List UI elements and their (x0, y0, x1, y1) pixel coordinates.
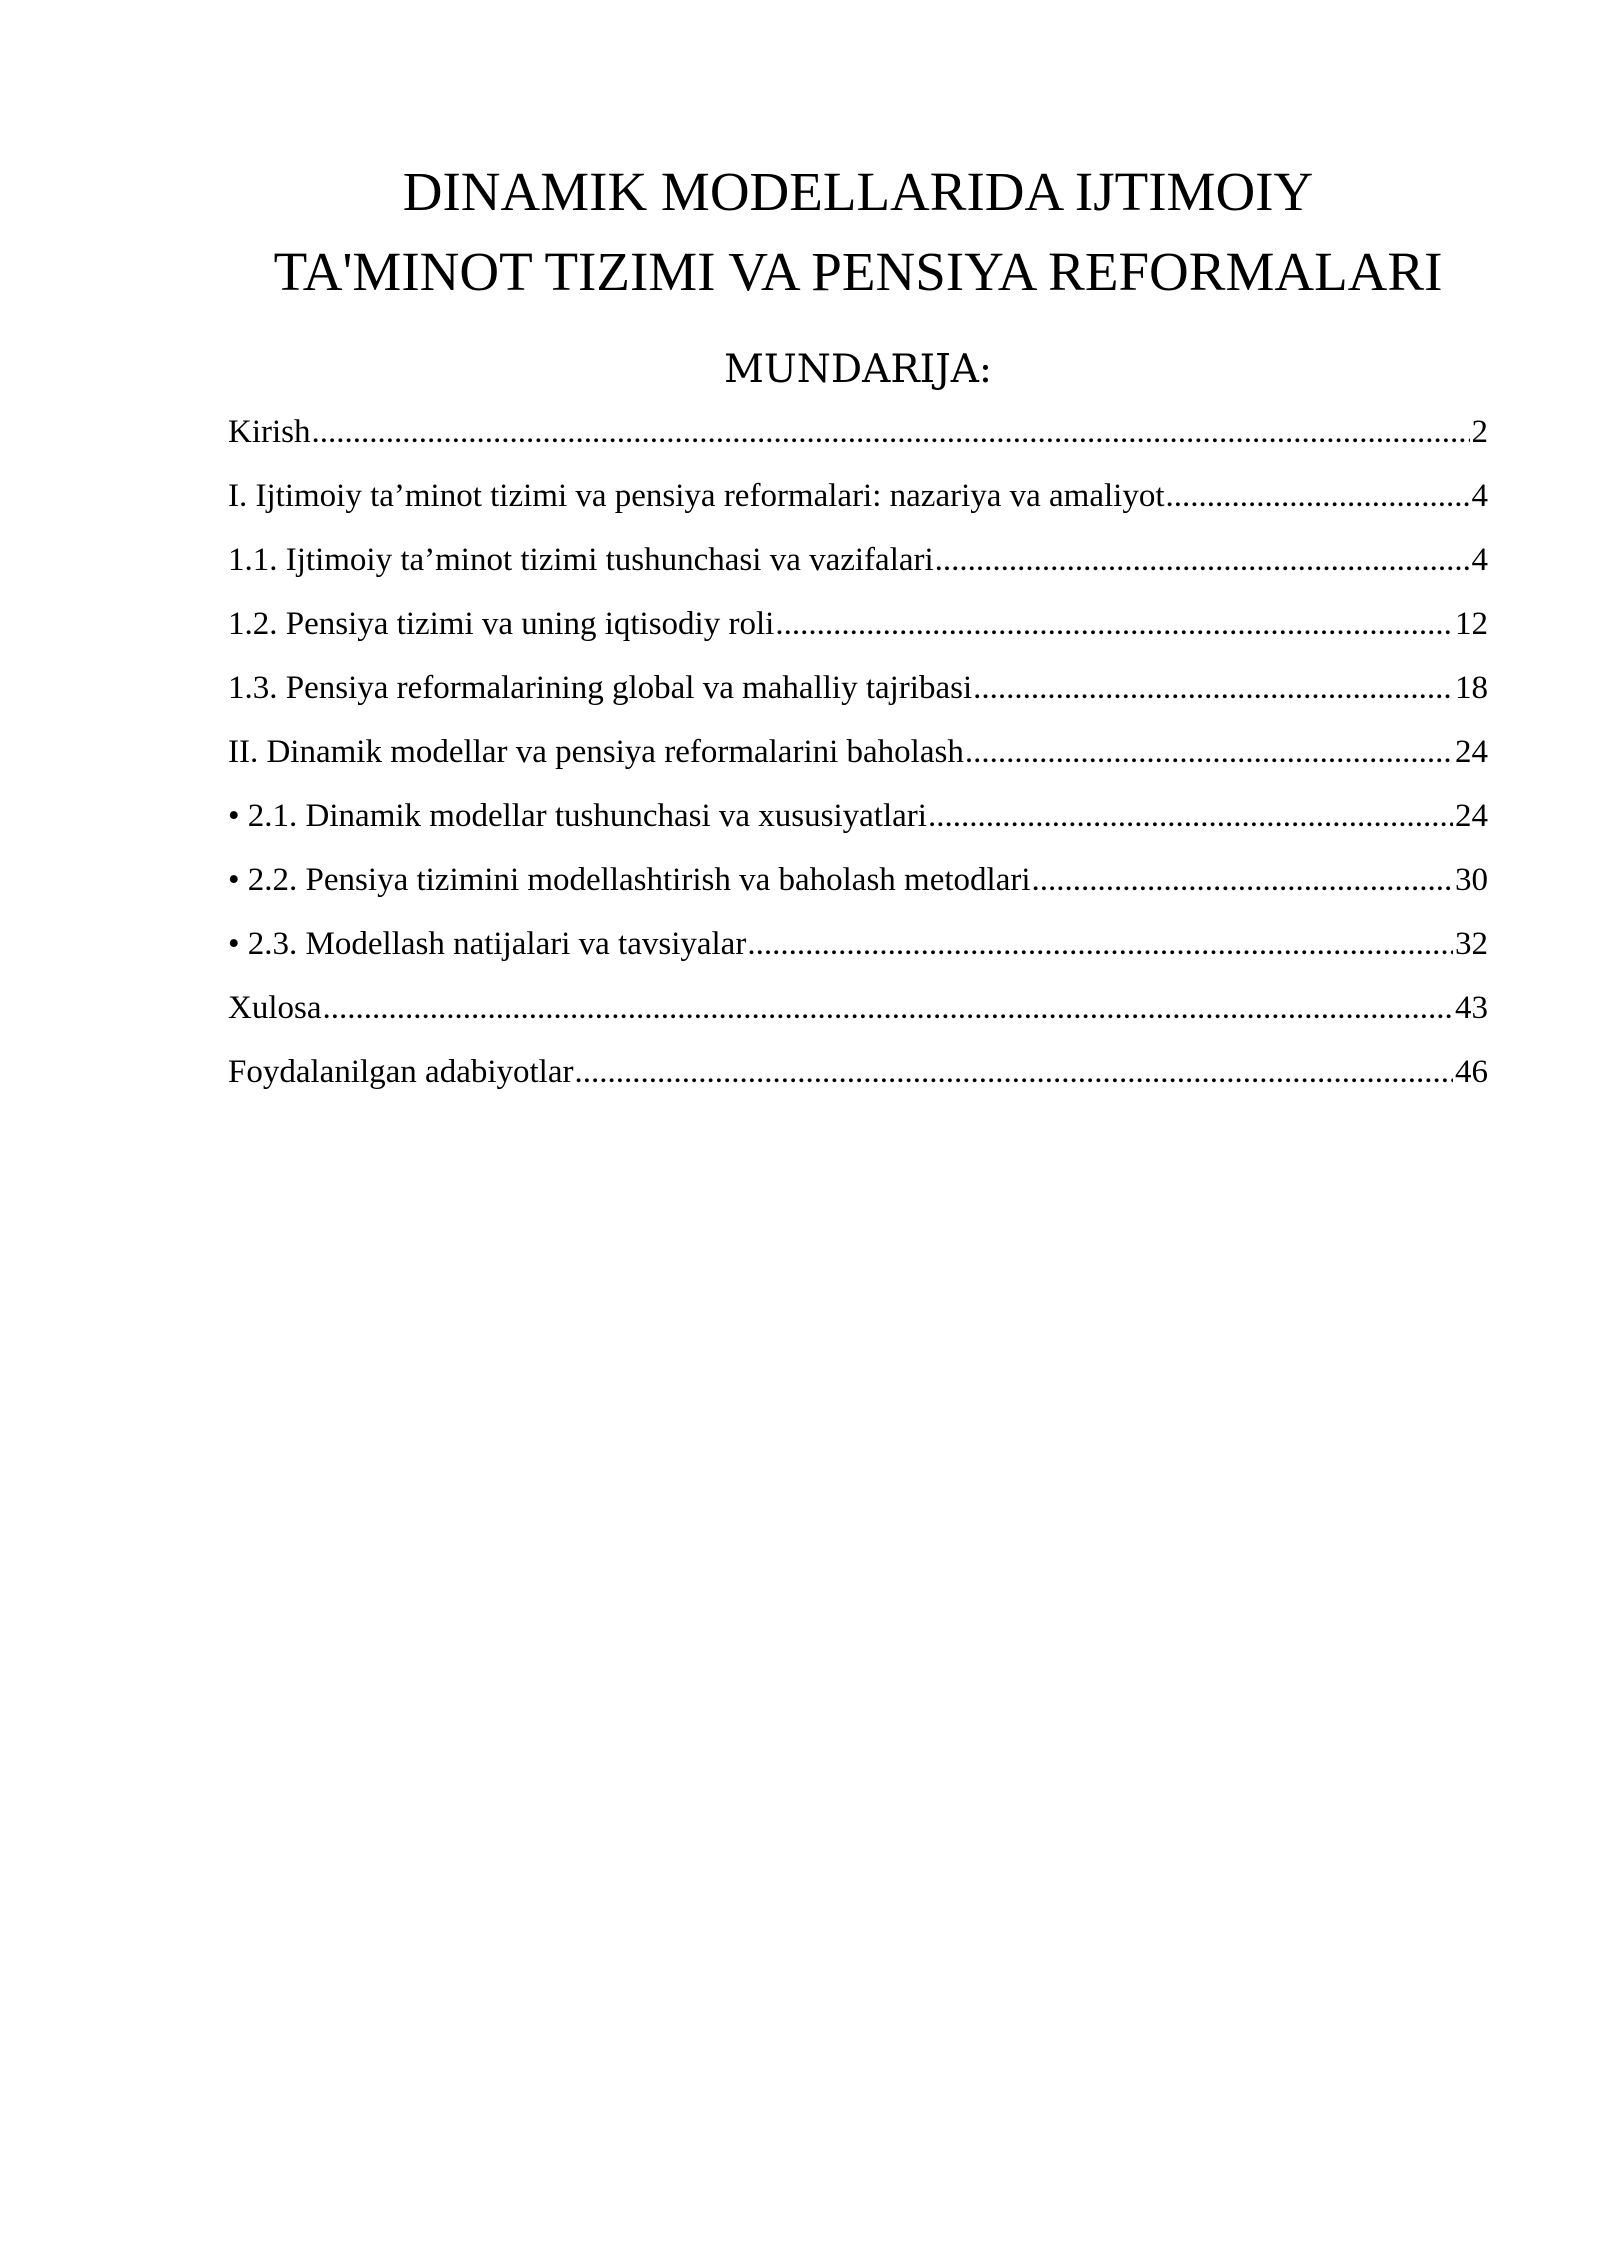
toc-entry-label: I. Ijtimoiy ta’minot tizimi va pensiya reformalari: nazariya va amaliyot (228, 478, 1165, 514)
toc-entry-references (228, 1040, 1488, 1104)
toc-entry-page: 18 (1455, 670, 1488, 706)
toc-entry-label: Foydalanilgan adabiyotlar (228, 1054, 574, 1090)
toc-dot-leader (973, 656, 1453, 720)
toc-entry-page: 32 (1455, 926, 1488, 962)
toc-entry-kirish (228, 400, 1488, 464)
toc-entry-page: 4 (1471, 542, 1488, 578)
toc-entry-xulosa (228, 976, 1488, 1040)
title-line-2: TA'MINOT TIZIMI VA PENSIYA REFORMALARI (273, 241, 1443, 302)
toc-entry-page: 12 (1455, 606, 1488, 642)
toc-entry-label: • 2.2. Pensiya tizimini modellashtirish va baholash metodlari (228, 862, 1031, 898)
toc-entry-label: 1.3. Pensiya reformalarining global va mahalliy tajribasi (228, 670, 973, 706)
toc-dot-leader (323, 976, 1454, 1040)
toc-dot-leader (935, 528, 1470, 592)
toc-entry-page: 24 (1455, 734, 1488, 770)
toc-entry-label: 1.1. Ijtimoiy ta’minot tizimi tushunchasi va vazifalari (228, 542, 934, 578)
toc-entry-page: 24 (1455, 798, 1488, 834)
toc-heading: MUNDARIJA: (723, 347, 993, 392)
table-of-contents (228, 400, 1488, 1104)
toc-dot-leader (312, 400, 1470, 464)
toc-entry-section-1-2 (228, 592, 1488, 656)
toc-entry-page: 46 (1455, 1054, 1488, 1090)
toc-entry-label: II. Dinamik modellar va pensiya reformalarini baholash (228, 734, 964, 770)
toc-dot-leader (575, 1040, 1454, 1104)
toc-dot-leader (775, 592, 1453, 656)
toc-entry-label: • 2.3. Modellash natijalari va tavsiyalar (228, 926, 747, 962)
toc-entry-section-1-3 (228, 656, 1488, 720)
toc-entry-chapter-2 (228, 720, 1488, 784)
toc-entry-section-2-2 (228, 848, 1488, 912)
toc-dot-leader (1166, 464, 1470, 528)
toc-entry-page: 2 (1471, 414, 1488, 450)
toc-entry-page: 43 (1455, 990, 1488, 1026)
toc-dot-leader (1032, 848, 1453, 912)
toc-entry-label: Xulosa (228, 990, 322, 1026)
toc-entry-label: Kirish (228, 414, 311, 450)
toc-entry-chapter-1 (228, 464, 1488, 528)
toc-entry-section-2-3 (228, 912, 1488, 976)
toc-dot-leader (747, 912, 1453, 976)
toc-dot-leader (965, 720, 1453, 784)
toc-entry-page: 30 (1455, 862, 1488, 898)
toc-entry-section-2-1 (228, 784, 1488, 848)
toc-entry-page: 4 (1471, 478, 1488, 514)
title-line-1: DINAMIK MODELLARIDA IJTIMOIY (402, 161, 1314, 222)
toc-entry-label: • 2.1. Dinamik modellar tushunchasi va xususiyatlari (228, 798, 927, 834)
toc-entry-label: 1.2. Pensiya tizimi va uning iqtisodiy roli (228, 606, 775, 642)
toc-dot-leader (928, 784, 1453, 848)
document-title (228, 152, 1488, 312)
toc-entry-section-1-1 (228, 528, 1488, 592)
